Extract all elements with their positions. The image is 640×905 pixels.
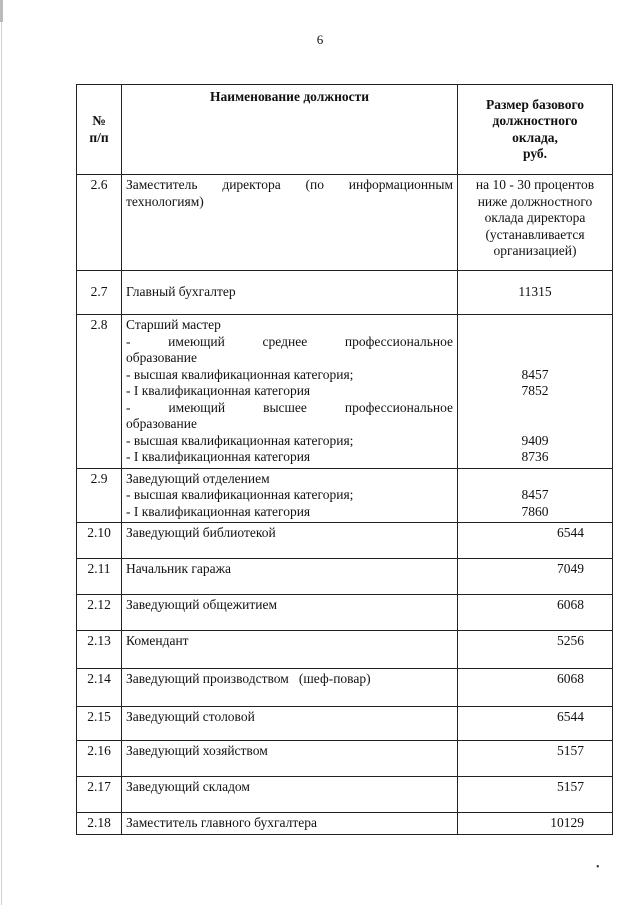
table-row [77, 707, 613, 741]
salary-line: 5157 [557, 743, 584, 758]
header-salary-line: руб. [522, 146, 548, 161]
row-salary [458, 468, 613, 523]
row-position-name [122, 315, 458, 469]
salary-line: 6068 [557, 597, 584, 612]
row-number: 2.9 [77, 468, 122, 523]
row-position-name [122, 813, 458, 835]
name-line: Заведующий производством (шеф-повар) [126, 671, 371, 686]
table-row [77, 595, 613, 631]
table-header-row [77, 85, 613, 175]
scan-edge-line [1, 0, 2, 905]
row-salary [458, 595, 613, 631]
row-salary [458, 271, 613, 315]
name-line: технологиям) [126, 193, 204, 209]
row-salary [458, 523, 613, 559]
name-line: образование [126, 350, 197, 365]
row-number: 2.15 [77, 707, 122, 741]
name-line: - высшая квалификационная категория; [126, 432, 354, 448]
header-base-salary [458, 85, 613, 175]
row-number: 2.8 [77, 315, 122, 469]
salary-line: (устанавливается [485, 226, 585, 242]
salary-line: 10129 [550, 815, 584, 830]
name-line: Заведующий отделением [126, 470, 270, 486]
row-number: 2.14 [77, 669, 122, 707]
name-line: - имеющий среднее профессиональное [126, 333, 453, 349]
header-number-line: № [92, 113, 106, 128]
row-number: 2.12 [77, 595, 122, 631]
table-row [77, 741, 613, 777]
salary-line: 6544 [557, 709, 584, 724]
table-row [77, 271, 613, 315]
row-position-name [122, 669, 458, 707]
row-position-name [122, 777, 458, 813]
header-position-name: Наименование должности [122, 85, 458, 175]
row-salary [458, 707, 613, 741]
row-position-name [122, 559, 458, 595]
row-number: 2.13 [77, 631, 122, 669]
salary-spacer [462, 416, 608, 433]
name-line: образование [126, 416, 197, 431]
salary-line: ниже должностного [477, 193, 593, 209]
row-position-name [122, 707, 458, 741]
header-salary-line: Размер базового [485, 96, 585, 112]
row-number: 2.11 [77, 559, 122, 595]
row-number: 2.16 [77, 741, 122, 777]
salary-line: на 10 - 30 процентов [475, 177, 595, 192]
salary-spacer [462, 350, 608, 367]
salary-table [76, 84, 613, 835]
row-number: 2.10 [77, 523, 122, 559]
scan-edge-mark [0, 0, 3, 22]
row-position-name [122, 175, 458, 271]
table-row [77, 175, 613, 271]
header-salary-line: оклада, [512, 129, 558, 145]
header-number [77, 85, 122, 175]
name-line: Главный бухгалтер [126, 284, 236, 300]
salary-line: 11315 [518, 284, 552, 300]
name-line: - I квалификационная категория [126, 503, 311, 519]
name-line: Начальник гаража [126, 561, 231, 576]
salary-line: организацией) [493, 243, 577, 258]
row-position-name [122, 631, 458, 669]
row-salary [458, 559, 613, 595]
salary-spacer [462, 334, 608, 351]
salary-line: 8457 [521, 366, 549, 382]
header-number-line: п/п [89, 129, 109, 145]
table-row [77, 559, 613, 595]
name-line: Заведующий столовой [126, 709, 255, 724]
name-line: Старший мастер [126, 317, 221, 332]
salary-line: 5157 [557, 779, 584, 794]
row-salary [458, 631, 613, 669]
row-salary [458, 777, 613, 813]
salary-line: 7852 [521, 383, 549, 398]
row-position-name [122, 595, 458, 631]
salary-spacer [462, 400, 608, 417]
row-position-name [122, 468, 458, 523]
salary-line: 5256 [557, 633, 584, 648]
table-row [77, 523, 613, 559]
row-number: 2.7 [77, 271, 122, 315]
name-line: Заместитель директора (по информационным [126, 177, 453, 192]
row-salary [458, 669, 613, 707]
row-number: 2.18 [77, 813, 122, 835]
name-line: - I квалификационная категория [126, 383, 311, 398]
name-line: - имеющий высшее профессиональное [126, 399, 453, 415]
name-line: Заведующий общежитием [126, 597, 278, 612]
table-row [77, 777, 613, 813]
table-row [77, 468, 613, 523]
name-line: Заведующий складом [126, 779, 250, 794]
table-row [77, 315, 613, 469]
name-line: Заведующий библиотекой [126, 525, 276, 540]
row-position-name [122, 523, 458, 559]
salary-line: 7860 [521, 503, 549, 519]
row-salary [458, 813, 613, 835]
header-salary-line: должностного [492, 113, 578, 128]
name-line: - высшая квалификационная категория; [126, 366, 354, 382]
salary-spacer [462, 471, 608, 488]
row-salary [458, 315, 613, 469]
row-number: 2.6 [77, 175, 122, 271]
salary-line: 8736 [521, 449, 549, 464]
scan-speck: • [596, 862, 600, 873]
page-number: 6 [316, 32, 324, 47]
name-line: - I квалификационная категория [126, 449, 311, 464]
table-row [77, 631, 613, 669]
name-line: Заведующий хозяйством [126, 743, 268, 758]
name-line: - высшая квалификационная категория; [126, 487, 354, 502]
salary-line: 9409 [521, 432, 549, 448]
row-position-name [122, 271, 458, 315]
salary-line: 7049 [557, 561, 584, 576]
salary-line: 6544 [557, 525, 584, 540]
row-position-name [122, 741, 458, 777]
name-line: Заместитель главного бухгалтера [126, 815, 318, 830]
row-salary [458, 741, 613, 777]
table-row [77, 669, 613, 707]
salary-spacer [462, 317, 608, 334]
row-salary [458, 175, 613, 271]
table-row [77, 813, 613, 835]
name-line: Комендант [126, 633, 189, 648]
salary-line: 8457 [521, 487, 549, 502]
salary-line: оклада директора [484, 210, 586, 225]
salary-line: 6068 [557, 671, 584, 686]
row-number: 2.17 [77, 777, 122, 813]
